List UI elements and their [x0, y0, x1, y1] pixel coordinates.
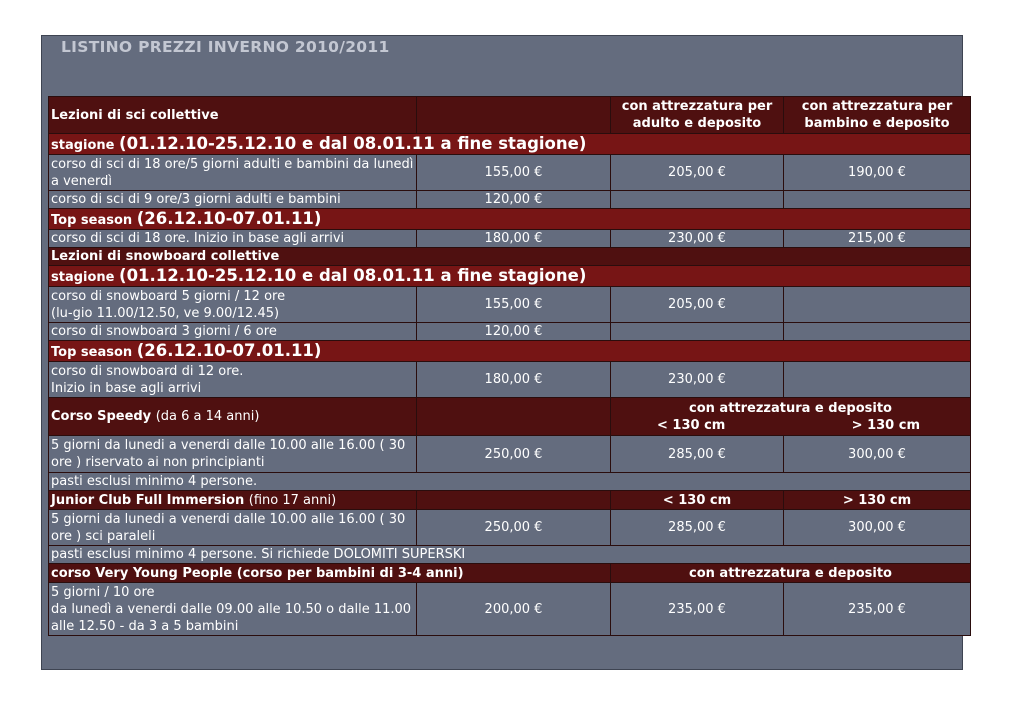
period-dates: (01.12.10-25.12.10 e dal 08.01.11 a fine stagione)	[119, 133, 587, 153]
price-lt: 285,00 €	[611, 436, 784, 473]
note: pasti esclusi minimo 4 persone.	[49, 473, 971, 491]
period-row	[49, 209, 971, 230]
height-lt: < 130 cm	[611, 491, 784, 510]
price-lt: 285,00 €	[611, 510, 784, 546]
price-base: 180,00 €	[417, 362, 611, 398]
section-row	[49, 248, 971, 266]
course-label: 5 giorni da lunedi a venerdi dalle 10.00 alle 16.00 ( 30 ore ) riservato ai non principianti	[49, 436, 417, 473]
table-header-row	[49, 97, 971, 134]
period-row	[49, 341, 971, 362]
table-row	[49, 583, 971, 636]
course-label: corso di sci di 9 ore/3 giorni adulti e bambini	[49, 191, 417, 209]
section-header-junior: Junior Club Full Immersion (fino 17 anni)	[49, 491, 417, 510]
price-base: 250,00 €	[417, 510, 611, 546]
period-label: Top season	[51, 344, 133, 360]
price-adulto: 205,00 €	[611, 155, 784, 191]
section-row	[49, 491, 971, 510]
section-header-young: corso Very Young People (corso per bambini di 3-4 anni)	[49, 564, 611, 583]
col-header-adulto: con attrezzatura per adulto e deposito	[611, 97, 784, 134]
height-gt: > 130 cm	[784, 491, 971, 510]
price-adulto: 230,00 €	[611, 230, 784, 248]
price-gt: 300,00 €	[784, 510, 971, 546]
period-label: stagione	[51, 137, 115, 153]
price-base: 155,00 €	[417, 287, 611, 323]
price-base: 180,00 €	[417, 230, 611, 248]
price-base: 155,00 €	[417, 155, 611, 191]
course-label: corso di snowboard 3 giorni / 6 ore	[49, 323, 417, 341]
period-label: stagione	[51, 269, 115, 285]
price-base: 120,00 €	[417, 323, 611, 341]
table-row	[49, 230, 971, 248]
price-adulto: 235,00 €	[611, 583, 784, 636]
price-base: 120,00 €	[417, 191, 611, 209]
table-row	[49, 510, 971, 546]
note-row	[49, 473, 971, 491]
section-header-speedy: Corso Speedy (da 6 a 14 anni)	[49, 398, 417, 436]
table-row	[49, 323, 971, 341]
period-row	[49, 134, 971, 155]
section-header-sci: Lezioni di sci collettive	[49, 97, 417, 134]
price-bambino: 190,00 €	[784, 155, 971, 191]
attrezzatura-header: con attrezzatura e deposito	[611, 564, 971, 583]
period-dates: (26.12.10-07.01.11)	[136, 340, 322, 360]
col-header-bambino: con attrezzatura per bambino e deposito	[784, 97, 971, 134]
price-base: 250,00 €	[417, 436, 611, 473]
attrezzatura-header: con attrezzatura e deposito < 130 cm > 130 cm	[611, 398, 971, 436]
table-row	[49, 155, 971, 191]
price-base: 200,00 €	[417, 583, 611, 636]
section-row	[49, 398, 971, 436]
table-row	[49, 287, 971, 323]
price-adulto: 230,00 €	[611, 362, 784, 398]
period-label: Top season	[51, 212, 133, 228]
course-label: 5 giorni / 10 ore da lunedì a venerdi dalle 09.00 alle 10.50 o dalle 11.00 alle 12.50 - da 3 a 5 bambini	[49, 583, 417, 636]
section-row	[49, 564, 971, 583]
course-label: 5 giorni da lunedi a venerdi dalle 10.00 alle 16.00 ( 30 ore ) sci paraleli	[49, 510, 417, 546]
page-title: LISTINO PREZZI INVERNO 2010/2011	[61, 38, 390, 56]
table-row	[49, 191, 971, 209]
period-dates: (26.12.10-07.01.11)	[136, 208, 322, 228]
section-header-snowboard: Lezioni di snowboard collettive	[49, 248, 971, 266]
table-row	[49, 436, 971, 473]
table-row	[49, 362, 971, 398]
price-bambino: 215,00 €	[784, 230, 971, 248]
course-label: corso di sci di 18 ore/5 giorni adulti e bambini da lunedì a venerdì	[49, 155, 417, 191]
note-row	[49, 546, 971, 564]
course-label: corso di snowboard di 12 ore. Inizio in base agli arrivi	[49, 362, 417, 398]
price-adulto: 205,00 €	[611, 287, 784, 323]
height-gt: > 130 cm	[851, 417, 920, 433]
period-dates: (01.12.10-25.12.10 e dal 08.01.11 a fine stagione)	[119, 265, 587, 285]
height-lt: < 130 cm	[657, 417, 726, 433]
price-table	[48, 96, 971, 636]
course-label: corso di snowboard 5 giorni / 12 ore (lu-gio 11.00/12.50, ve 9.00/12.45)	[49, 287, 417, 323]
price-gt: 300,00 €	[784, 436, 971, 473]
note: pasti esclusi minimo 4 persone. Si richiede DOLOMITI SUPERSKI	[49, 546, 971, 564]
period-row	[49, 266, 971, 287]
course-label: corso di sci di 18 ore. Inizio in base agli arrivi	[49, 230, 417, 248]
price-bambino: 235,00 €	[784, 583, 971, 636]
